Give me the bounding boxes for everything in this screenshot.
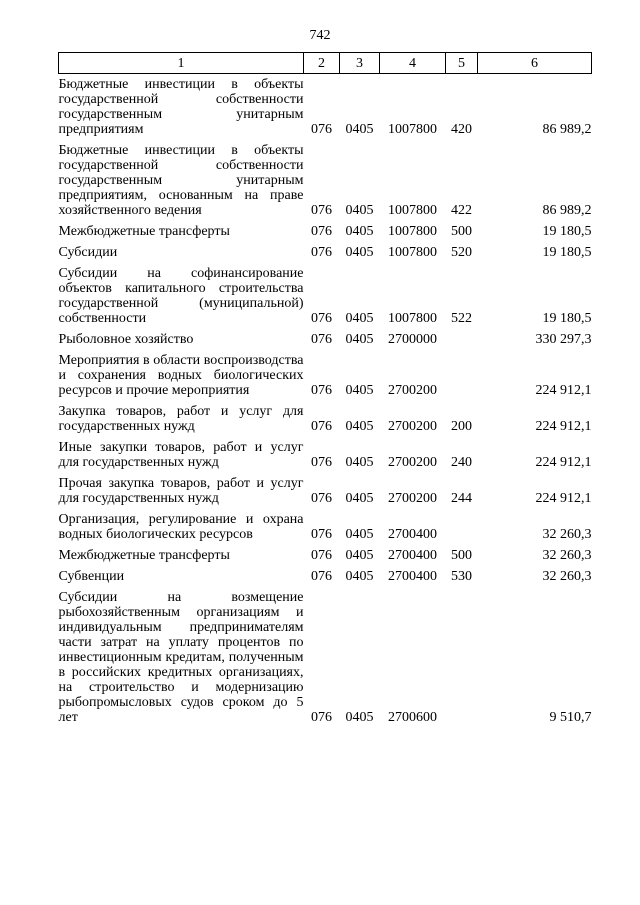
row-ministry-code: 076 [311,548,332,563]
row-section-code: 0405 [345,224,374,239]
table-header-row [59,53,592,74]
header-col-5: 5 [446,53,478,74]
row-section-code: 0405 [345,383,374,398]
row-ministry-code: 076 [311,419,332,434]
row-ministry-code: 076 [311,122,332,137]
row-target-code: 2700400 [388,527,437,542]
row-expense-type: 422 [451,203,472,218]
row-expense-type [446,509,478,545]
table-row [59,566,592,587]
row-section-code: 0405 [345,332,374,347]
row-amount: 86 989,2 [542,122,592,137]
row-amount: 19 180,5 [542,311,592,326]
row-section-code: 0405 [345,122,374,137]
header-col-1: 1 [59,53,304,74]
row-section-code: 0405 [345,548,374,563]
row-target-code: 2700200 [388,455,437,470]
row-name: Закупка товаров, работ и услуг для государственных нужд [58,404,304,434]
row-target-code: 2700600 [388,710,437,725]
table-row [59,263,592,329]
row-target-code: 2700200 [388,491,437,506]
row-expense-type [446,329,478,350]
table-body [59,74,592,729]
row-amount: 224 912,1 [535,455,592,470]
row-section-code: 0405 [345,203,374,218]
row-expense-type [446,350,478,401]
row-expense-type: 500 [451,548,472,563]
row-amount: 224 912,1 [535,419,592,434]
row-amount: 9 510,7 [549,710,592,725]
page-number: 742 [309,28,331,43]
row-name: Иные закупки товаров, работ и услуг для государственных нужд [58,440,304,470]
row-section-code: 0405 [345,455,374,470]
row-expense-type: 244 [451,491,472,506]
row-name: Субсидии на возмещение рыбохозяйственным организациям и индивидуальным предпринимателям части затрат на уплату процентов по инвестиционным кредитам, полученным в российских кредитных организациях, на строительство и модернизацию рыбопромысловых судов сроком до 5 лет [58,590,304,725]
row-expense-type: 240 [451,455,472,470]
table-row [59,587,592,728]
table-row [59,437,592,473]
row-name: Бюджетные инвестиции в объекты государственной собственности государственным унитарным предприятиям, основанным на праве хозяйственного ведения [58,143,304,218]
table-row [59,401,592,437]
row-ministry-code: 076 [311,383,332,398]
row-section-code: 0405 [345,245,374,260]
row-name: Межбюджетные трансферты [58,548,230,563]
row-target-code: 1007800 [388,224,437,239]
row-section-code: 0405 [345,491,374,506]
table-row [59,545,592,566]
row-expense-type: 520 [451,245,472,260]
row-section-code: 0405 [345,569,374,584]
row-amount: 86 989,2 [542,203,592,218]
row-name: Субвенции [58,569,125,584]
row-expense-type: 522 [451,311,472,326]
row-amount: 32 260,3 [542,548,592,563]
table-row [59,509,592,545]
row-amount: 330 297,3 [535,332,592,347]
row-expense-type [446,587,478,728]
row-section-code: 0405 [345,527,374,542]
row-ministry-code: 076 [311,311,332,326]
header-col-2: 2 [304,53,340,74]
row-name: Организация, регулирование и охрана водных биологических ресурсов [58,512,304,542]
row-expense-type: 530 [451,569,472,584]
row-name: Рыболовное хозяйство [58,332,194,347]
row-ministry-code: 076 [311,491,332,506]
row-ministry-code: 076 [311,569,332,584]
header-col-3: 3 [340,53,380,74]
table-row [59,221,592,242]
row-target-code: 2700400 [388,569,437,584]
row-amount: 32 260,3 [542,527,592,542]
row-name: Субсидии [58,245,118,260]
row-ministry-code: 076 [311,455,332,470]
row-expense-type: 200 [451,419,472,434]
row-target-code: 1007800 [388,311,437,326]
row-target-code: 1007800 [388,122,437,137]
row-amount: 224 912,1 [535,383,592,398]
row-target-code: 2700400 [388,548,437,563]
row-ministry-code: 076 [311,203,332,218]
row-ministry-code: 076 [311,332,332,347]
row-target-code: 2700200 [388,383,437,398]
row-amount: 32 260,3 [542,569,592,584]
row-section-code: 0405 [345,311,374,326]
row-section-code: 0405 [345,710,374,725]
row-expense-type: 420 [451,122,472,137]
header-col-4: 4 [380,53,446,74]
table-row [59,140,592,221]
row-target-code: 1007800 [388,203,437,218]
row-ministry-code: 076 [311,710,332,725]
row-name: Межбюджетные трансферты [58,224,230,239]
row-name: Мероприятия в области воспроизводства и сохранения водных биологических ресурсов и прочие мероприятия [58,353,304,398]
budget-table [58,52,592,728]
row-ministry-code: 076 [311,527,332,542]
row-amount: 19 180,5 [542,245,592,260]
row-ministry-code: 076 [311,224,332,239]
row-target-code: 2700200 [388,419,437,434]
row-target-code: 2700000 [388,332,437,347]
table-row [59,350,592,401]
table-row [59,473,592,509]
table-row [59,242,592,263]
row-expense-type: 500 [451,224,472,239]
row-ministry-code: 076 [311,245,332,260]
row-target-code: 1007800 [388,245,437,260]
table-row [59,329,592,350]
row-amount: 19 180,5 [542,224,592,239]
row-name: Бюджетные инвестиции в объекты государственной собственности государственным унитарным предприятиям [58,77,304,137]
row-amount: 224 912,1 [535,491,592,506]
row-section-code: 0405 [345,419,374,434]
header-col-6: 6 [478,53,592,74]
table-row [59,74,592,141]
row-name: Прочая закупка товаров, работ и услуг для государственных нужд [58,476,304,506]
row-name: Субсидии на софинансирование объектов капитального строительства государственной (муниципальной) собственности [58,266,304,326]
